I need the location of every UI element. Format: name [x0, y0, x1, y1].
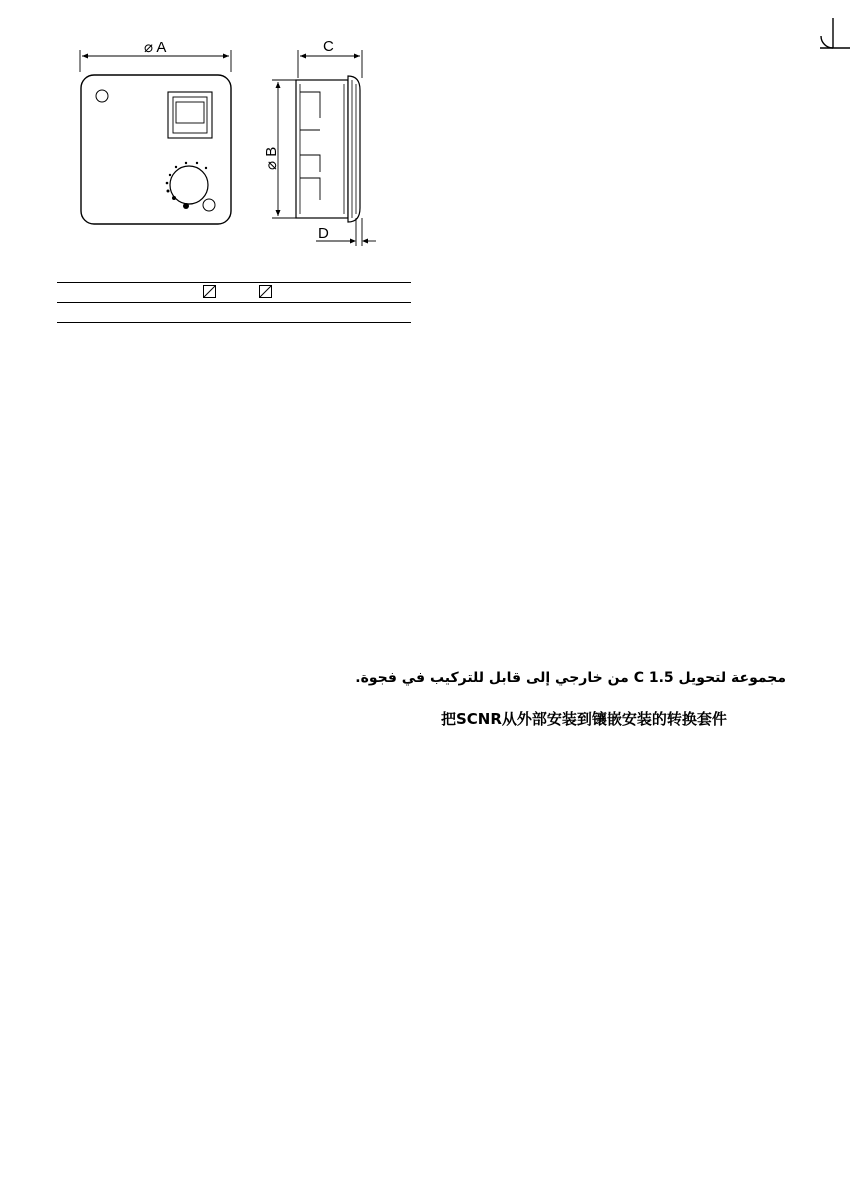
side-view — [263, 38, 376, 246]
dimension-a-label: ⌀ A — [144, 39, 167, 56]
dimension-d-label: D — [318, 225, 329, 242]
device-dimension-drawing — [40, 30, 400, 260]
front-view — [80, 39, 231, 224]
diameter-symbol-icon — [259, 285, 272, 298]
table-rule-middle — [57, 302, 411, 303]
diameter-symbol-icon — [203, 285, 216, 298]
front-flange — [348, 76, 360, 222]
dimension-b-label: ⌀ B — [263, 146, 280, 170]
front-plate — [81, 75, 231, 224]
chinese-caption: 把SCNR从外部安装到镶嵌安装的转换套件 — [441, 710, 727, 728]
arabic-caption: مجموعة لتحويل C 1.5 من خارجي إلى قابل للتركيب في فجوة. — [355, 670, 786, 686]
dimension-c-label: C — [323, 38, 334, 55]
housing-body — [296, 80, 348, 218]
dimension-table — [57, 282, 411, 324]
table-rule-top — [57, 282, 411, 283]
table-rule-bottom — [57, 322, 411, 323]
crop-mark-arc — [821, 36, 833, 48]
